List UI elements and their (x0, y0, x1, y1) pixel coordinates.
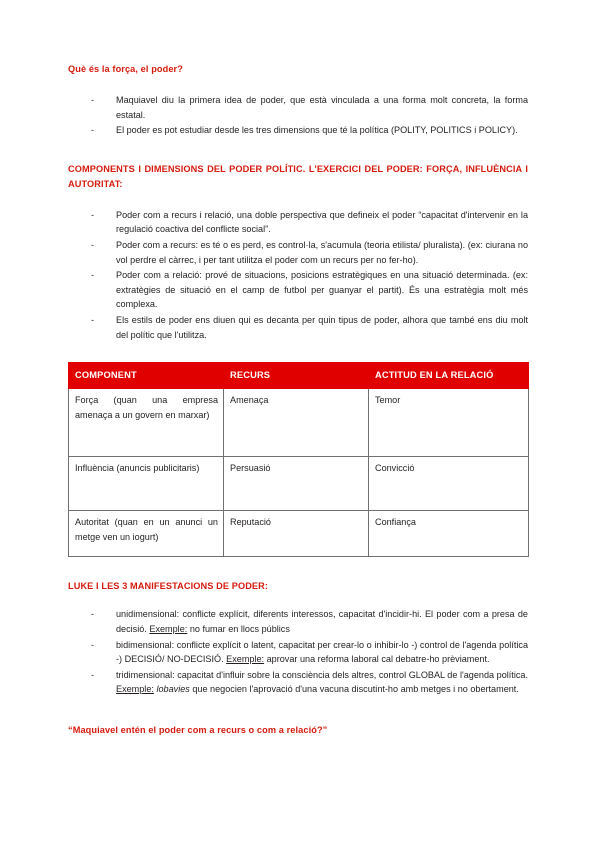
list-item: - Poder com a recurs: es té o es perd, es control·la, s'acumula (teoria etilista/ pluralista). (ex: ciurana no vol perdre el càrrec, i per tant utilitza el poder com un recurs per no fer-ho). (89, 238, 528, 267)
page-title: Què és la força, el poder? (68, 64, 183, 74)
bullet-tail-text: aprovar una reforma laboral cal debatre-ho prèviament. (264, 654, 490, 665)
list-item: - El poder es pot estudiar desde les tres dimensions que té la política (POLITY, POLITICS i POLICY). (89, 123, 528, 138)
table-row (69, 457, 529, 511)
table-header-row (69, 363, 529, 389)
section2-bullet-list (68, 607, 528, 697)
list-item (89, 668, 528, 697)
bullet-example-label: Exemple: (149, 623, 188, 634)
list-item: - Poder com a relació: prové de situacions, posicions estratègiques en una situació determinada. (ex: extratègies de situació en el camp de futbol per guanyar el partit). És una estratègia molt més complexa. (89, 268, 528, 312)
list-item (89, 607, 528, 636)
cell-component: Autoritat (quan en un anunci un metge ven un iogurt) (69, 511, 224, 557)
closing-question: “Maquiavel entén el poder com a recurs o com a relació?” (68, 724, 328, 735)
column-header-actitud: ACTITUD EN LA RELACIÓ (369, 363, 529, 389)
cell-recurs: Amenaça (224, 389, 369, 457)
section-heading-luke: LUKE I LES 3 MANIFESTACIONS DE PODER: (68, 581, 269, 592)
column-header-recurs: RECURS (224, 363, 369, 389)
cell-actitud: Confiança (369, 511, 529, 557)
cell-recurs: Persuasió (224, 457, 369, 511)
cell-actitud: Convicció (369, 457, 529, 511)
cell-component: Influència (anuncis publicitaris) (69, 457, 224, 511)
bullet-lead-text: bidimensional: conflicte explícit o latent, capacitat per crear-lo o inhibir-lo -) control de l'agenda política -) DECISIÓ/ NO-DECISIÓ. (116, 639, 528, 665)
bullet-example-label: Exemple: (226, 654, 265, 665)
bullet-lead-text: tridimensional: capacitat d'influir sobre la consciència dels altres, control GLOBAL de l'agenda política. (116, 669, 528, 680)
cell-component: Força (quan una empresa amenaça a un govern en marxar) (69, 389, 224, 457)
cell-actitud: Temor (369, 389, 529, 457)
list-item: - Maquiavel diu la primera idea de poder, que està vinculada a una forma molt concreta, la forma estatal. (89, 93, 528, 122)
document-content (68, 62, 528, 738)
list-item (89, 638, 528, 667)
table-row (69, 511, 529, 557)
list-item: - Poder com a recurs i relació, una doble perspectiva que defineix el poder “capacitat d'intervenir en la regulació coactiva del conflicte social”. (89, 208, 528, 237)
section1-bullet-list (68, 208, 528, 342)
bullet-tail-text: no fumar en llocs públics (187, 623, 290, 634)
table-row (69, 389, 529, 457)
bullet-lead-text: unidimensional: conflicte explícit, diferents interessos, capacitat d'incidir-hi. El poder com a presa de decisió. (116, 609, 528, 634)
section-heading-components: COMPONENTS I DIMENSIONS DEL PODER POLÍTIC. L'EXERCICI DEL PODER: FORÇA, INFLUÈNCIA I AUTORITAT: (68, 163, 528, 189)
bullet-example-label: Exemple: (116, 684, 154, 695)
column-header-component: COMPONENT (69, 363, 224, 389)
bullet-tail-text: que negocien l'aprovació d'una vacuna discutint-ho amb metges i no obertament. (189, 684, 519, 695)
components-table (68, 362, 529, 557)
intro-bullet-list (68, 93, 528, 138)
list-item: - Els estils de poder ens diuen qui es decanta per quin tipus de poder, alhora que també ens diu molt del polític que l'utilitza. (89, 313, 528, 342)
cell-recurs: Reputació (224, 511, 369, 557)
bullet-italic-text: lobavies (153, 684, 190, 695)
